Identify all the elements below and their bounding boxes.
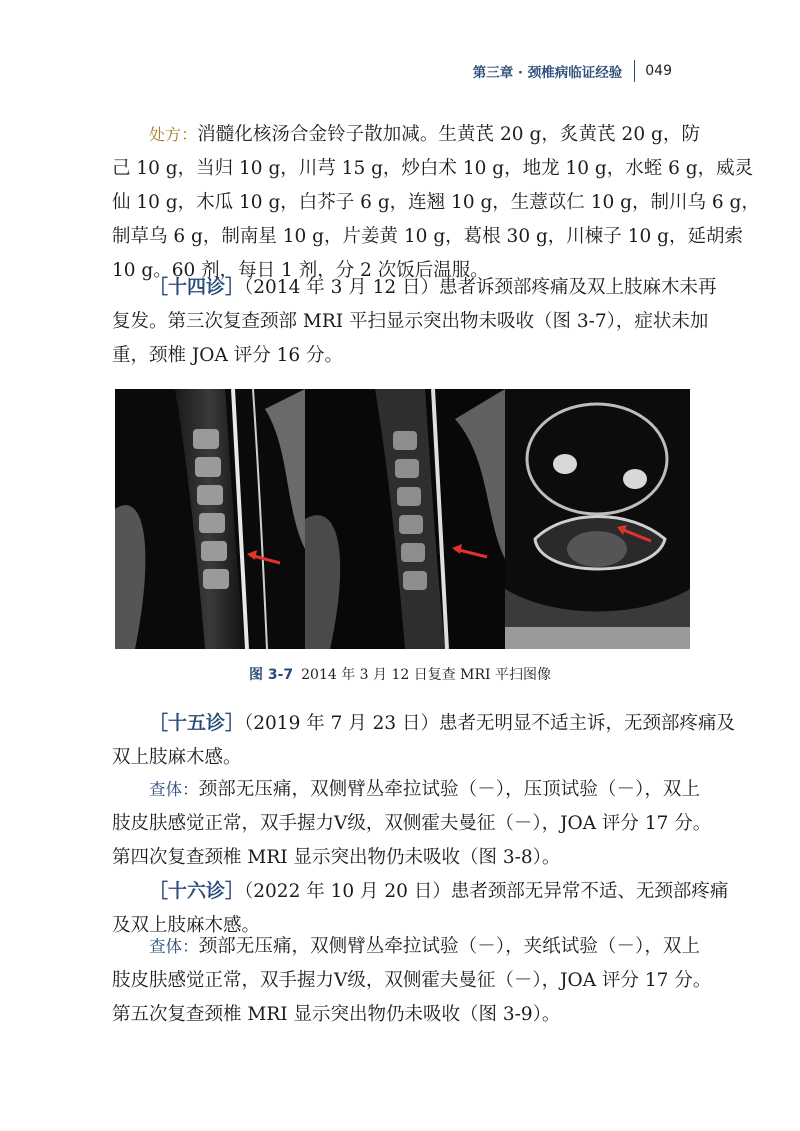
visit-15-exam xyxy=(112,773,712,875)
mri-figure xyxy=(115,389,690,649)
visit-16-exam-line: 肢皮肤感觉正常，双手握力Ⅴ级，双侧霍夫曼征（－），JOA 评分 17 分。 xyxy=(112,970,712,991)
visit-16-exam-line: 查体：颈部无压痛，双侧臂丛牵拉试验（－），夹纸试验（－），双上 xyxy=(149,936,700,957)
mri-sagittal-image-2 xyxy=(305,389,505,649)
prescription-label: 处方： xyxy=(149,125,198,144)
prescription-paragraph xyxy=(112,118,760,288)
prescription-line: 制草乌 6 g，制南星 10 g，片姜黄 10 g，葛根 30 g，川楝子 10 g，延胡索 xyxy=(112,226,743,247)
mri-sagittal-image-1 xyxy=(115,389,305,649)
page-header xyxy=(473,60,672,82)
visit-15-tag: ［十五诊］ xyxy=(149,712,245,734)
chapter-title: 第三章 · 颈椎病临证经验 xyxy=(472,65,623,81)
prescription-line: 己 10 g，当归 10 g，川芎 15 g，炒白术 10 g，地龙 10 g，水蛭 6 g，威灵 xyxy=(112,158,754,179)
page-number: 049 xyxy=(645,63,672,79)
visit-15-exam-line: 查体：颈部无压痛，双侧臂丛牵拉试验（－），压顶试验（－），双上 xyxy=(149,779,700,800)
visit-16-exam xyxy=(112,930,712,1032)
visit-14-paragraph xyxy=(112,270,717,373)
prescription-line: 处方：消髓化核汤合金铃子散加减。生黄芪 20 g，炙黄芪 20 g，防 xyxy=(149,124,700,145)
exam-label: 查体： xyxy=(149,937,199,956)
visit-14-line: 重，颈椎 JOA 评分 16 分。 xyxy=(112,345,344,366)
visit-15-exam-line: 第四次复查颈椎 MRI 显示突出物仍未吸收（图 3-8）。 xyxy=(112,847,561,868)
figure-number: 图 3-7 xyxy=(248,667,294,683)
visit-15-exam-line: 肢皮肤感觉正常，双手握力Ⅴ级，双侧霍夫曼征（－），JOA 评分 17 分。 xyxy=(112,813,712,834)
visit-16-line: 及双上肢麻木感。 xyxy=(112,915,261,936)
exam-label: 查体： xyxy=(149,780,199,799)
visit-15-line: 双上肢麻木感。 xyxy=(112,747,242,768)
visit-15-line: ［十五诊］（2019 年 7 月 23 日）患者无明显不适主诉，无颈部疼痛及 xyxy=(149,712,736,734)
figure-caption-text: 2014 年 3 月 12 日复查 MRI 平扫图像 xyxy=(301,667,552,683)
visit-15-paragraph xyxy=(112,706,736,775)
figure-caption xyxy=(0,664,800,684)
mri-axial-image xyxy=(505,389,690,649)
visit-14-tag: ［十四诊］ xyxy=(149,276,245,298)
header-divider xyxy=(634,60,635,82)
visit-16-tag: ［十六诊］ xyxy=(149,880,245,902)
prescription-line: 仙 10 g，木瓜 10 g，白芥子 6 g，连翘 10 g，生薏苡仁 10 g，制川乌 6 g， xyxy=(112,192,760,213)
prescription-line: 10 g。60 剂，每日 1 剂，分 2 次饭后温服。 xyxy=(112,260,489,281)
visit-14-line: ［十四诊］（2014 年 3 月 12 日）患者诉颈部疼痛及双上肢麻木未再 xyxy=(149,276,717,298)
visit-16-line: ［十六诊］（2022 年 10 月 20 日）患者颈部无异常不适、无颈部疼痛 xyxy=(149,880,729,902)
visit-16-exam-line: 第五次复查颈椎 MRI 显示突出物仍未吸收（图 3-9）。 xyxy=(112,1004,561,1025)
visit-14-line: 复发。第三次复查颈部 MRI 平扫显示突出物未吸收（图 3-7），症状未加 xyxy=(112,311,709,332)
